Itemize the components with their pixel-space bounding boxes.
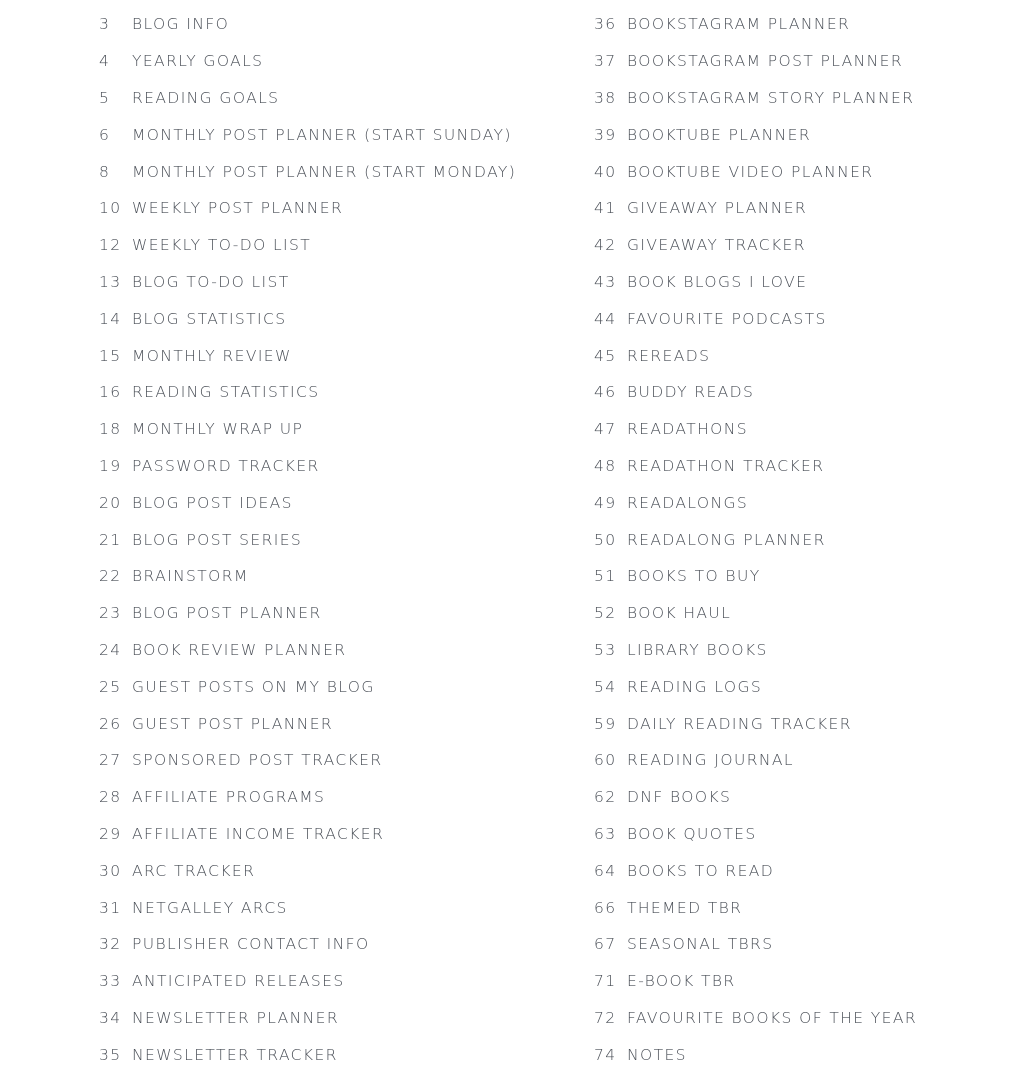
toc-entry bbox=[594, 852, 1035, 889]
toc-entry bbox=[99, 705, 559, 742]
toc-page-number: 37 bbox=[594, 52, 617, 71]
toc-entry-title: BOOK QUOTES bbox=[627, 824, 757, 843]
toc-entry bbox=[594, 374, 1035, 411]
toc-entry-title: BOOKTUBE PLANNER bbox=[627, 125, 812, 144]
toc-page-number: 33 bbox=[99, 972, 122, 991]
toc-entry bbox=[594, 1036, 1035, 1073]
toc-entry bbox=[594, 264, 1035, 301]
toc-entry bbox=[99, 521, 559, 558]
toc-page-number: 14 bbox=[99, 309, 122, 328]
toc-entry bbox=[594, 816, 1035, 853]
toc-column-left bbox=[99, 6, 559, 1073]
toc-page-number: 12 bbox=[99, 236, 122, 255]
toc-entry bbox=[99, 153, 559, 190]
toc-entry-title: BOOK HAUL bbox=[627, 604, 732, 623]
toc-entry bbox=[594, 705, 1035, 742]
toc-entry-title: BUDDY READS bbox=[627, 383, 755, 402]
toc-entry-title: GUEST POST PLANNER bbox=[132, 714, 334, 733]
toc-page-number: 31 bbox=[99, 898, 122, 917]
toc-entry bbox=[99, 963, 559, 1000]
toc-entry bbox=[99, 300, 559, 337]
toc-entry-title: READATHON TRACKER bbox=[627, 456, 825, 475]
toc-page-number: 29 bbox=[99, 824, 122, 843]
toc-page-number: 39 bbox=[594, 125, 617, 144]
toc-entry bbox=[99, 558, 559, 595]
toc-column-right bbox=[594, 6, 1035, 1073]
toc-page-number: 34 bbox=[99, 1008, 122, 1027]
toc-page-number: 53 bbox=[594, 640, 617, 659]
toc-entry bbox=[594, 300, 1035, 337]
toc-entry bbox=[99, 779, 559, 816]
toc-page-number: 48 bbox=[594, 456, 617, 475]
toc-page-number: 3 bbox=[99, 15, 111, 34]
toc-entry-title: NEWSLETTER PLANNER bbox=[132, 1008, 340, 1027]
toc-entry-title: BLOG POST IDEAS bbox=[132, 493, 293, 512]
toc-page-number: 5 bbox=[99, 88, 111, 107]
toc-entry bbox=[594, 484, 1035, 521]
toc-entry bbox=[594, 668, 1035, 705]
toc-entry bbox=[99, 1036, 559, 1073]
toc-entry bbox=[594, 80, 1035, 117]
toc-page-number: 50 bbox=[594, 530, 617, 549]
toc-page-number: 4 bbox=[99, 52, 111, 71]
toc-entry-title: BRAINSTORM bbox=[132, 567, 249, 586]
toc-entry-title: MONTHLY WRAP UP bbox=[132, 420, 304, 439]
toc-entry bbox=[594, 558, 1035, 595]
toc-entry bbox=[594, 227, 1035, 264]
toc-entry bbox=[99, 1000, 559, 1037]
toc-entry-title: READING LOGS bbox=[627, 677, 763, 696]
toc-entry bbox=[594, 411, 1035, 448]
toc-page-number: 42 bbox=[594, 236, 617, 255]
toc-page-number: 20 bbox=[99, 493, 122, 512]
toc-entry bbox=[99, 374, 559, 411]
toc-entry bbox=[99, 595, 559, 632]
toc-page-number: 23 bbox=[99, 604, 122, 623]
toc-entry bbox=[594, 521, 1035, 558]
toc-entry-title: ARC TRACKER bbox=[132, 861, 256, 880]
toc-entry-title: E-BOOK TBR bbox=[627, 972, 736, 991]
toc-page-number: 25 bbox=[99, 677, 122, 696]
toc-entry-title: GUEST POSTS ON MY BLOG bbox=[132, 677, 375, 696]
toc-page-number: 8 bbox=[99, 162, 111, 181]
toc-page-number: 15 bbox=[99, 346, 122, 365]
toc-entry bbox=[99, 43, 559, 80]
toc-entry-title: REREADS bbox=[627, 346, 711, 365]
toc-entry-title: NETGALLEY ARCS bbox=[132, 898, 288, 917]
toc-entry-title: SPONSORED POST TRACKER bbox=[132, 751, 383, 770]
toc-entry-title: READALONG PLANNER bbox=[627, 530, 826, 549]
toc-entry bbox=[99, 6, 559, 43]
toc-entry bbox=[99, 80, 559, 117]
toc-entry-title: FAVOURITE BOOKS OF THE YEAR bbox=[627, 1008, 918, 1027]
toc-entry-title: BLOG POST PLANNER bbox=[132, 604, 322, 623]
toc-page-number: 62 bbox=[594, 788, 617, 807]
toc-entry-title: BOOK BLOGS I LOVE bbox=[627, 272, 808, 291]
toc-page-number: 28 bbox=[99, 788, 122, 807]
toc-page-number: 45 bbox=[594, 346, 617, 365]
toc-entry bbox=[99, 337, 559, 374]
toc-page-number: 64 bbox=[594, 861, 617, 880]
toc-page-number: 13 bbox=[99, 272, 122, 291]
toc-entry bbox=[594, 595, 1035, 632]
toc-page-number: 43 bbox=[594, 272, 617, 291]
toc-entry-title: NEWSLETTER TRACKER bbox=[132, 1045, 338, 1064]
toc-entry bbox=[594, 43, 1035, 80]
toc-entry bbox=[99, 668, 559, 705]
toc-entry-title: MONTHLY REVIEW bbox=[132, 346, 292, 365]
toc-page-number: 16 bbox=[99, 383, 122, 402]
toc-page-number: 24 bbox=[99, 640, 122, 659]
toc-page-number: 66 bbox=[594, 898, 617, 917]
toc-page-number: 63 bbox=[594, 824, 617, 843]
toc-entry-title: BOOKS TO BUY bbox=[627, 567, 761, 586]
toc-entry-title: WEEKLY TO-DO LIST bbox=[132, 236, 312, 255]
toc-entry-title: LIBRARY BOOKS bbox=[627, 640, 768, 659]
toc-entry bbox=[99, 742, 559, 779]
toc-entry bbox=[594, 963, 1035, 1000]
toc-entry bbox=[594, 337, 1035, 374]
toc-entry bbox=[594, 190, 1035, 227]
toc-entry-title: DAILY READING TRACKER bbox=[627, 714, 852, 733]
toc-entry bbox=[594, 742, 1035, 779]
toc-entry bbox=[99, 889, 559, 926]
toc-page-number: 44 bbox=[594, 309, 617, 328]
toc-entry bbox=[594, 632, 1035, 669]
toc-entry-title: AFFILIATE PROGRAMS bbox=[132, 788, 326, 807]
toc-entry bbox=[594, 448, 1035, 485]
toc-page-number: 59 bbox=[594, 714, 617, 733]
toc-page-number: 52 bbox=[594, 604, 617, 623]
toc-entry-title: GIVEAWAY TRACKER bbox=[627, 236, 806, 255]
toc-page-number: 46 bbox=[594, 383, 617, 402]
toc-page-number: 18 bbox=[99, 420, 122, 439]
table-of-contents bbox=[0, 6, 1035, 1083]
toc-entry-title: NOTES bbox=[627, 1045, 687, 1064]
toc-entry bbox=[99, 116, 559, 153]
toc-entry-title: MONTHLY POST PLANNER (START MONDAY) bbox=[132, 162, 517, 181]
toc-entry-title: WEEKLY POST PLANNER bbox=[132, 199, 344, 218]
toc-page-number: 38 bbox=[594, 88, 617, 107]
toc-entry-title: READING STATISTICS bbox=[132, 383, 320, 402]
toc-entry-title: BLOG STATISTICS bbox=[132, 309, 287, 328]
toc-entry-title: BOOKSTAGRAM STORY PLANNER bbox=[627, 88, 915, 107]
toc-entry-title: BLOG POST SERIES bbox=[132, 530, 303, 549]
toc-entry-title: THEMED TBR bbox=[627, 898, 743, 917]
toc-entry-title: FAVOURITE PODCASTS bbox=[627, 309, 827, 328]
toc-entry-title: DNF BOOKS bbox=[627, 788, 732, 807]
toc-entry bbox=[594, 1000, 1035, 1037]
toc-entry-title: PUBLISHER CONTACT INFO bbox=[132, 935, 370, 954]
toc-entry bbox=[99, 852, 559, 889]
toc-page-number: 21 bbox=[99, 530, 122, 549]
toc-entry bbox=[594, 116, 1035, 153]
toc-page-number: 60 bbox=[594, 751, 617, 770]
toc-entry-title: BOOKS TO READ bbox=[627, 861, 775, 880]
toc-entry bbox=[99, 816, 559, 853]
toc-entry-title: YEARLY GOALS bbox=[132, 52, 264, 71]
toc-entry bbox=[99, 264, 559, 301]
toc-page-number: 22 bbox=[99, 567, 122, 586]
toc-page-number: 51 bbox=[594, 567, 617, 586]
toc-entry-title: GIVEAWAY PLANNER bbox=[627, 199, 808, 218]
toc-entry-title: BOOK REVIEW PLANNER bbox=[132, 640, 347, 659]
toc-page-number: 40 bbox=[594, 162, 617, 181]
toc-entry-title: AFFILIATE INCOME TRACKER bbox=[132, 824, 385, 843]
toc-page-number: 35 bbox=[99, 1045, 122, 1064]
toc-page-number: 54 bbox=[594, 677, 617, 696]
toc-entry bbox=[99, 448, 559, 485]
toc-page-number: 36 bbox=[594, 15, 617, 34]
toc-page-number: 71 bbox=[594, 972, 617, 991]
toc-entry-title: READING GOALS bbox=[132, 88, 280, 107]
toc-entry bbox=[594, 153, 1035, 190]
toc-entry bbox=[99, 190, 559, 227]
toc-entry-title: BLOG INFO bbox=[132, 15, 230, 34]
toc-entry bbox=[99, 227, 559, 264]
toc-entry-title: BLOG TO-DO LIST bbox=[132, 272, 290, 291]
toc-entry-title: PASSWORD TRACKER bbox=[132, 456, 320, 475]
toc-entry-title: BOOKSTAGRAM PLANNER bbox=[627, 15, 851, 34]
toc-page-number: 27 bbox=[99, 751, 122, 770]
toc-page-number: 47 bbox=[594, 420, 617, 439]
toc-entry-title: ANTICIPATED RELEASES bbox=[132, 972, 345, 991]
toc-entry bbox=[99, 926, 559, 963]
toc-page-number: 49 bbox=[594, 493, 617, 512]
toc-entry-title: BOOKTUBE VIDEO PLANNER bbox=[627, 162, 874, 181]
toc-entry bbox=[99, 484, 559, 521]
toc-entry-title: READING JOURNAL bbox=[627, 751, 794, 770]
toc-page-number: 67 bbox=[594, 935, 617, 954]
toc-page-number: 10 bbox=[99, 199, 122, 218]
toc-page-number: 26 bbox=[99, 714, 122, 733]
toc-page-number: 19 bbox=[99, 456, 122, 475]
toc-entry-title: SEASONAL TBRS bbox=[627, 935, 774, 954]
toc-page-number: 74 bbox=[594, 1045, 617, 1064]
toc-entry bbox=[594, 889, 1035, 926]
toc-entry bbox=[594, 779, 1035, 816]
toc-page-number: 41 bbox=[594, 199, 617, 218]
toc-entry bbox=[594, 6, 1035, 43]
toc-page-number: 72 bbox=[594, 1008, 617, 1027]
toc-entry bbox=[99, 411, 559, 448]
toc-entry-title: MONTHLY POST PLANNER (START SUNDAY) bbox=[132, 125, 512, 144]
toc-entry-title: READATHONS bbox=[627, 420, 748, 439]
toc-page-number: 6 bbox=[99, 125, 111, 144]
toc-entry bbox=[594, 926, 1035, 963]
toc-entry-title: BOOKSTAGRAM POST PLANNER bbox=[627, 52, 904, 71]
toc-page-number: 32 bbox=[99, 935, 122, 954]
toc-entry-title: READALONGS bbox=[627, 493, 749, 512]
toc-entry bbox=[99, 632, 559, 669]
toc-page-number: 30 bbox=[99, 861, 122, 880]
